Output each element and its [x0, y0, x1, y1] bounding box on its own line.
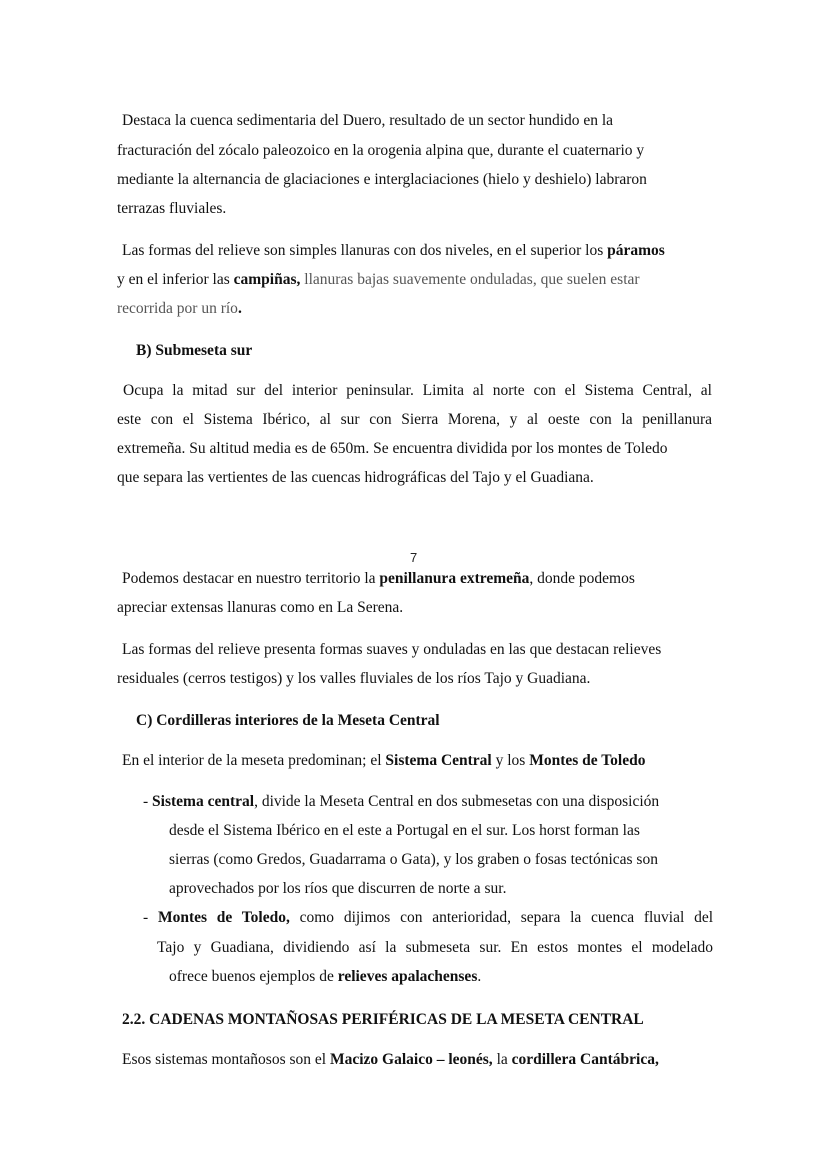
- term-relieves-apalachenses: relieves apalachenses: [337, 968, 478, 985]
- paragraph-sistemas-montanosos: [122, 1050, 659, 1070]
- text: , divide la Meseta Central en dos submesetas con una disposición: [254, 793, 660, 810]
- term-penillanura-extremena: penillanura extremeña: [379, 570, 530, 587]
- list-item-sistema-central-line-4: aprovechados por los ríos que discurren de norte a sur.: [169, 880, 507, 897]
- list-item-sistema-central-line-3: sierras (como Gredos, Guadarrama o Gata), y los graben o fosas tectónicas son: [169, 851, 658, 868]
- term-cordillera-cantabrica: cordillera Cantábrica,: [511, 1051, 659, 1068]
- heading-cordilleras-interiores: C) Cordilleras interiores de la Meseta Central: [136, 712, 440, 729]
- paragraph-duero-line-2: fracturación del zócalo paleozoico en la orogenia alpina que, durante el cuaternario y: [117, 142, 645, 159]
- period: .: [237, 300, 242, 317]
- text: , donde podemos: [529, 570, 635, 587]
- paragraph-submeseta-line-3: extremeña. Su altitud media es de 650m. Se encuentra dividida por los montes de Toledo: [117, 440, 668, 457]
- text: y en el inferior las: [117, 271, 234, 288]
- term-sistema-central-item: Sistema central: [152, 793, 255, 810]
- paragraph-interior-meseta: [122, 751, 645, 771]
- term-macizo-galaico-leones: Macizo Galaico – leonés,: [329, 1051, 493, 1068]
- paragraph-submeseta-line-2: este con el Sistema Ibérico, al sur con Sierra Morena, y al oeste con la penillanura: [117, 411, 712, 428]
- heading-submeseta-sur: B) Submeseta sur: [136, 342, 253, 359]
- paragraph-submeseta-line-4: que separa las vertientes de las cuencas hidrográficas del Tajo y el Guadiana.: [117, 469, 594, 486]
- text: y los: [491, 752, 530, 769]
- list-dash: -: [143, 909, 158, 926]
- list-item-montes-toledo-line-2: Tajo y Guadiana, dividiendo así la submeseta sur. En estos montes el modelado: [157, 939, 713, 956]
- heading-cadenas-perifericas: 2.2. CADENAS MONTAÑOSAS PERIFÉRICAS DE LA MESETA CENTRAL: [122, 1011, 644, 1028]
- list-item-montes-toledo-line-1: [143, 908, 713, 928]
- page-number: 7: [410, 550, 418, 565]
- text: recorrida por un río: [117, 300, 238, 317]
- text: como dijimos con anterioridad, separa la cuenca fluvial del: [289, 909, 714, 926]
- paragraph-formas-line-1: Las formas del relieve presenta formas suaves y onduladas en las que destacan relieves: [122, 641, 662, 658]
- term-paramos: páramos: [607, 242, 665, 259]
- term-campinas: campiñas,: [233, 271, 301, 288]
- text: llanuras bajas suavemente onduladas, que suelen estar: [300, 271, 640, 288]
- list-item-montes-toledo-line-3: [169, 967, 481, 987]
- text: la: [492, 1051, 512, 1068]
- text: ofrece buenos ejemplos de: [169, 968, 338, 985]
- paragraph-penillanura-line-1: [122, 569, 635, 589]
- paragraph-relieve-line-2: [117, 270, 640, 290]
- paragraph-penillanura-line-2: apreciar extensas llanuras como en La Serena.: [117, 599, 404, 616]
- paragraph-duero-line-3: mediante la alternancia de glaciaciones e interglaciaciones (hielo y deshielo) labraron: [117, 171, 647, 188]
- list-item-sistema-central-line-1: [143, 792, 659, 812]
- paragraph-relieve-line-1: [122, 241, 665, 261]
- text: Podemos destacar en nuestro territorio la: [122, 570, 380, 587]
- text: .: [477, 968, 482, 985]
- term-sistema-central: Sistema Central: [385, 752, 492, 769]
- paragraph-formas-line-2: residuales (cerros testigos) y los valles fluviales de los ríos Tajo y Guadiana.: [117, 670, 591, 687]
- text: En el interior de la meseta predominan; el: [122, 752, 386, 769]
- text: Las formas del relieve son simples llanuras con dos niveles, en el superior los: [122, 242, 608, 259]
- paragraph-relieve-line-3: [117, 299, 242, 319]
- list-item-sistema-central-line-2: desde el Sistema Ibérico en el este a Portugal en el sur. Los horst forman las: [169, 822, 640, 839]
- paragraph-duero-line-1: Destaca la cuenca sedimentaria del Duero, resultado de un sector hundido en la: [122, 112, 614, 129]
- paragraph-submeseta-line-1: Ocupa la mitad sur del interior peninsular. Limita al norte con el Sistema Central, al: [123, 382, 712, 399]
- paragraph-duero-line-4: terrazas fluviales.: [117, 200, 227, 217]
- term-montes-de-toledo: Montes de Toledo: [529, 752, 646, 769]
- text: Esos sistemas montañosos son el: [122, 1051, 330, 1068]
- list-dash: -: [143, 793, 153, 810]
- term-montes-de-toledo-item: Montes de Toledo,: [157, 909, 290, 926]
